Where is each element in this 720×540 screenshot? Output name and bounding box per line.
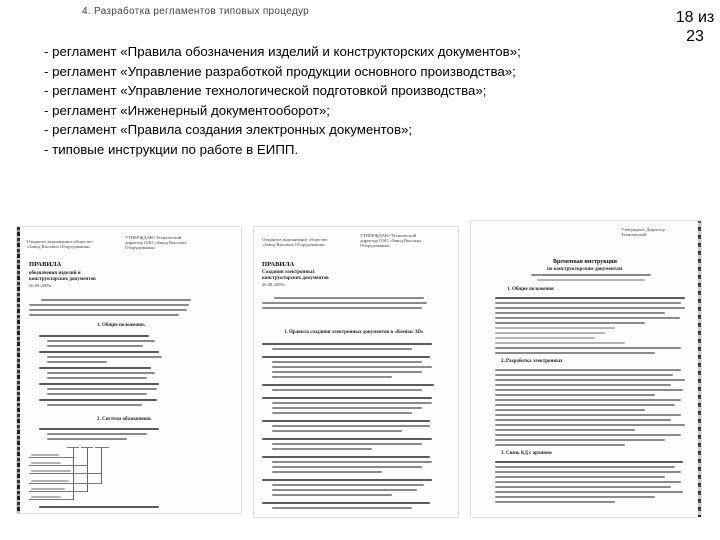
document-scan-rules-designation — [16, 226, 242, 514]
doc-subtitle-line: 26.08.2009г. — [29, 283, 53, 288]
doc-section-heading: 3. Связь КД с архивом — [501, 451, 552, 456]
doc-subtitle-line: 26.08.2009г. — [262, 282, 286, 287]
doc-stamp-right: Утверждено Директор Технический — [621, 227, 665, 237]
doc-subtitle-line: конструкторских документов — [29, 277, 96, 282]
slide-header: 4. Разработка регламентов типовых процедур — [82, 6, 310, 17]
doc-subtitle-line: Создания электронных — [262, 270, 315, 275]
doc-subtitle: по конструкторским документам — [547, 267, 623, 272]
doc-section-heading: 2. Система обозначения. — [97, 417, 152, 422]
doc-title: ПРАВИЛА — [262, 261, 295, 268]
list-item: - регламент «Инженерный документооборот»; — [44, 102, 330, 118]
doc-section-heading: 2. Разработка электронных — [501, 359, 563, 364]
regulations-list — [44, 42, 521, 160]
page-counter-line1: 18 из — [675, 9, 715, 26]
list-item: - регламент «Управление технологической подготовкой производства»; — [44, 83, 487, 99]
doc-stamp-left: Открытое акционерное общество «Завод Высоких Оборудования» — [27, 239, 93, 249]
doc-subtitle-line: обозначения изделий и — [29, 271, 81, 276]
doc-stamp-right: УТВЕРЖДАЮ Технический директор ОАО «Завод Высоких Оборудования» — [360, 233, 422, 248]
doc-title: Временная инструкция — [553, 259, 617, 265]
list-item: - регламент «Правила обозначения изделий и конструкторских документов»; — [44, 44, 521, 59]
document-scan-temp-instruction — [470, 220, 702, 518]
list-item: - типовые инструкции по работе в ЕИПП. — [44, 141, 299, 157]
doc-subtitle-line: конструкторских документов — [262, 276, 329, 281]
doc-section-heading: 1. Общие положения — [507, 287, 554, 292]
doc-stamp-left: Открытое акционерное общество «Завод Высоких Оборудования» — [262, 237, 328, 247]
doc-title: ПРАВИЛА — [29, 261, 62, 268]
doc-section-heading: 1. Правила создания электронных документов в «Компас 3D» — [284, 330, 424, 335]
page-counter — [672, 8, 718, 46]
page-counter-line2: 23 — [686, 28, 704, 45]
document-scan-rules-electronic — [253, 226, 459, 518]
doc-stamp-right: УТВЕРЖДАЮ Технический директор ОАО «Завод Высоких Оборудования» — [125, 235, 187, 250]
list-item: - регламент «Управление разработкой продукции основного производства»; — [44, 63, 516, 79]
list-item: - регламент «Правила создания электронных документов»; — [44, 122, 413, 138]
doc-section-heading: 1. Общие положения. — [97, 323, 145, 328]
